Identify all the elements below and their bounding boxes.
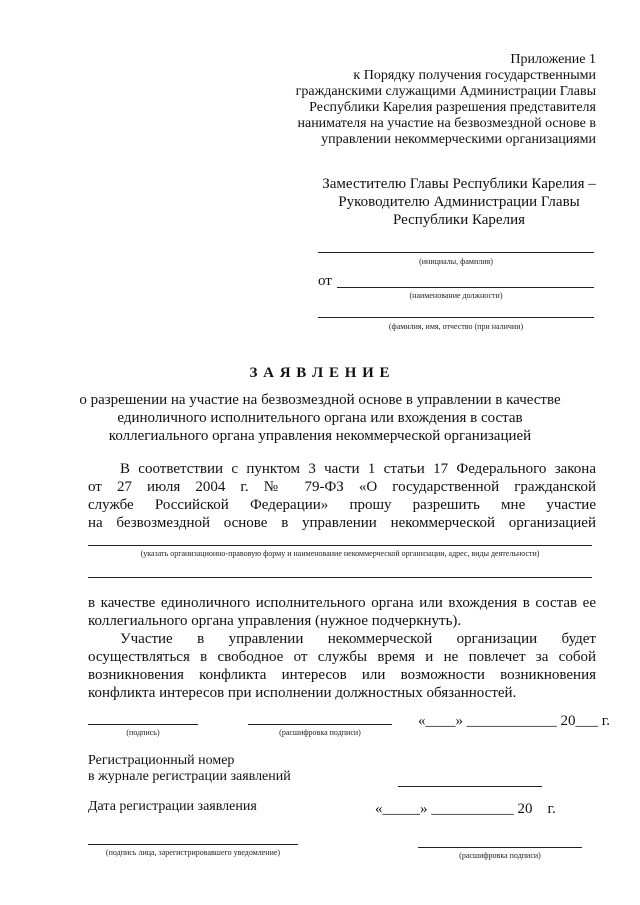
reg-number-field-line[interactable] xyxy=(398,786,542,787)
addressee-line-3: Республики Карелия xyxy=(392,212,526,228)
subtitle-line-1: о разрешении на участие на безвозмездной основе в управлении в качестве xyxy=(79,392,561,408)
appendix-line-2: к Порядку получения государственными xyxy=(353,68,596,83)
registrar-signature-field-line[interactable] xyxy=(88,844,298,845)
signature-decode-caption: (расшифровка подписи) xyxy=(279,728,361,737)
document-title: З А Я В Л Е Н И Е xyxy=(249,365,391,381)
p1-line-1: В соответствии с пунктом 3 части 1 статьи 17 Федерального закона xyxy=(120,461,596,477)
p2-line-2: коллегиального органа управления (нужное подчеркнуть). xyxy=(88,613,462,629)
appendix-line-3: гражданскими служащими Администрации Главы xyxy=(295,84,596,99)
reg-date[interactable]: «_____» ___________ 20 г. xyxy=(375,801,556,817)
signature-caption: (подпись) xyxy=(126,728,160,737)
registrar-decode-caption: (расшифровка подписи) xyxy=(459,851,541,860)
p3-line-2: осуществляться в свободное от службы время и не повлечет за собой xyxy=(88,649,596,665)
position-field-line[interactable] xyxy=(337,287,594,288)
from-label: от xyxy=(318,273,332,289)
appendix-line-6: управлении некоммерческими организациями xyxy=(321,132,596,147)
subtitle-line-3: коллегиального органа управления некоммерческой организацией xyxy=(108,428,532,444)
appendix-line-1: Приложение 1 xyxy=(510,52,596,67)
addressee-line-1: Заместителю Главы Республики Карелия – xyxy=(322,176,596,192)
subtitle-line-2: единоличного исполнительного органа или вхождения в состав xyxy=(117,410,523,426)
initials-caption: (инициалы, фамилия) xyxy=(419,257,493,266)
initials-field-line[interactable] xyxy=(318,252,594,253)
p1-line-2: от 27 июля 2004 г. № 79-ФЗ «О государственной гражданской xyxy=(88,479,596,495)
p3-line-4: конфликта интересов при исполнении должностных обязанностей. xyxy=(88,685,517,701)
p3-line-1: Участие в управлении некоммерческой организации будет xyxy=(120,631,596,647)
organization-field-line-1[interactable] xyxy=(88,545,592,546)
p3-line-3: возникновения конфликта интересов или возможности возникновения xyxy=(88,667,596,683)
registrar-signature-caption: (подпись лица, зарегистрировавшего уведомление) xyxy=(105,848,281,857)
addressee-line-2: Руководителю Администрации Главы xyxy=(338,194,580,210)
signature-date[interactable]: «____» ____________ 20___ г. xyxy=(418,713,610,729)
p1-line-4: на безвозмездной основе в управлении некоммерческой организацией xyxy=(88,515,596,531)
reg-number-label-1: Регистрационный номер xyxy=(88,753,235,768)
p1-line-3: службе Российской Федерации» прошу разрешить мне участие xyxy=(88,497,596,513)
fio-field-line[interactable] xyxy=(318,317,594,318)
reg-date-label: Дата регистрации заявления xyxy=(88,799,257,814)
p2-line-1: в качестве единоличного исполнительного органа или вхождения в состав ее xyxy=(88,595,596,611)
signature-decode-field-line[interactable] xyxy=(248,724,392,725)
organization-field-line-2[interactable] xyxy=(88,577,592,578)
registrar-decode-field-line[interactable] xyxy=(418,847,582,848)
position-caption: (наименование должности) xyxy=(409,291,503,300)
reg-number-label-2: в журнале регистрации заявлений xyxy=(88,769,291,784)
appendix-line-4: Республики Карелия разрешения представителя xyxy=(309,100,596,115)
signature-field-line[interactable] xyxy=(88,724,198,725)
fio-caption: (фамилия, имя, отчество (при наличии) xyxy=(388,322,524,331)
appendix-line-5: нанимателя на участие на безвозмездной основе в xyxy=(297,116,596,131)
organization-caption: (указать организационно-правовую форму и наименование некоммерческой организации, адрес, виды деятельности) xyxy=(140,549,540,558)
